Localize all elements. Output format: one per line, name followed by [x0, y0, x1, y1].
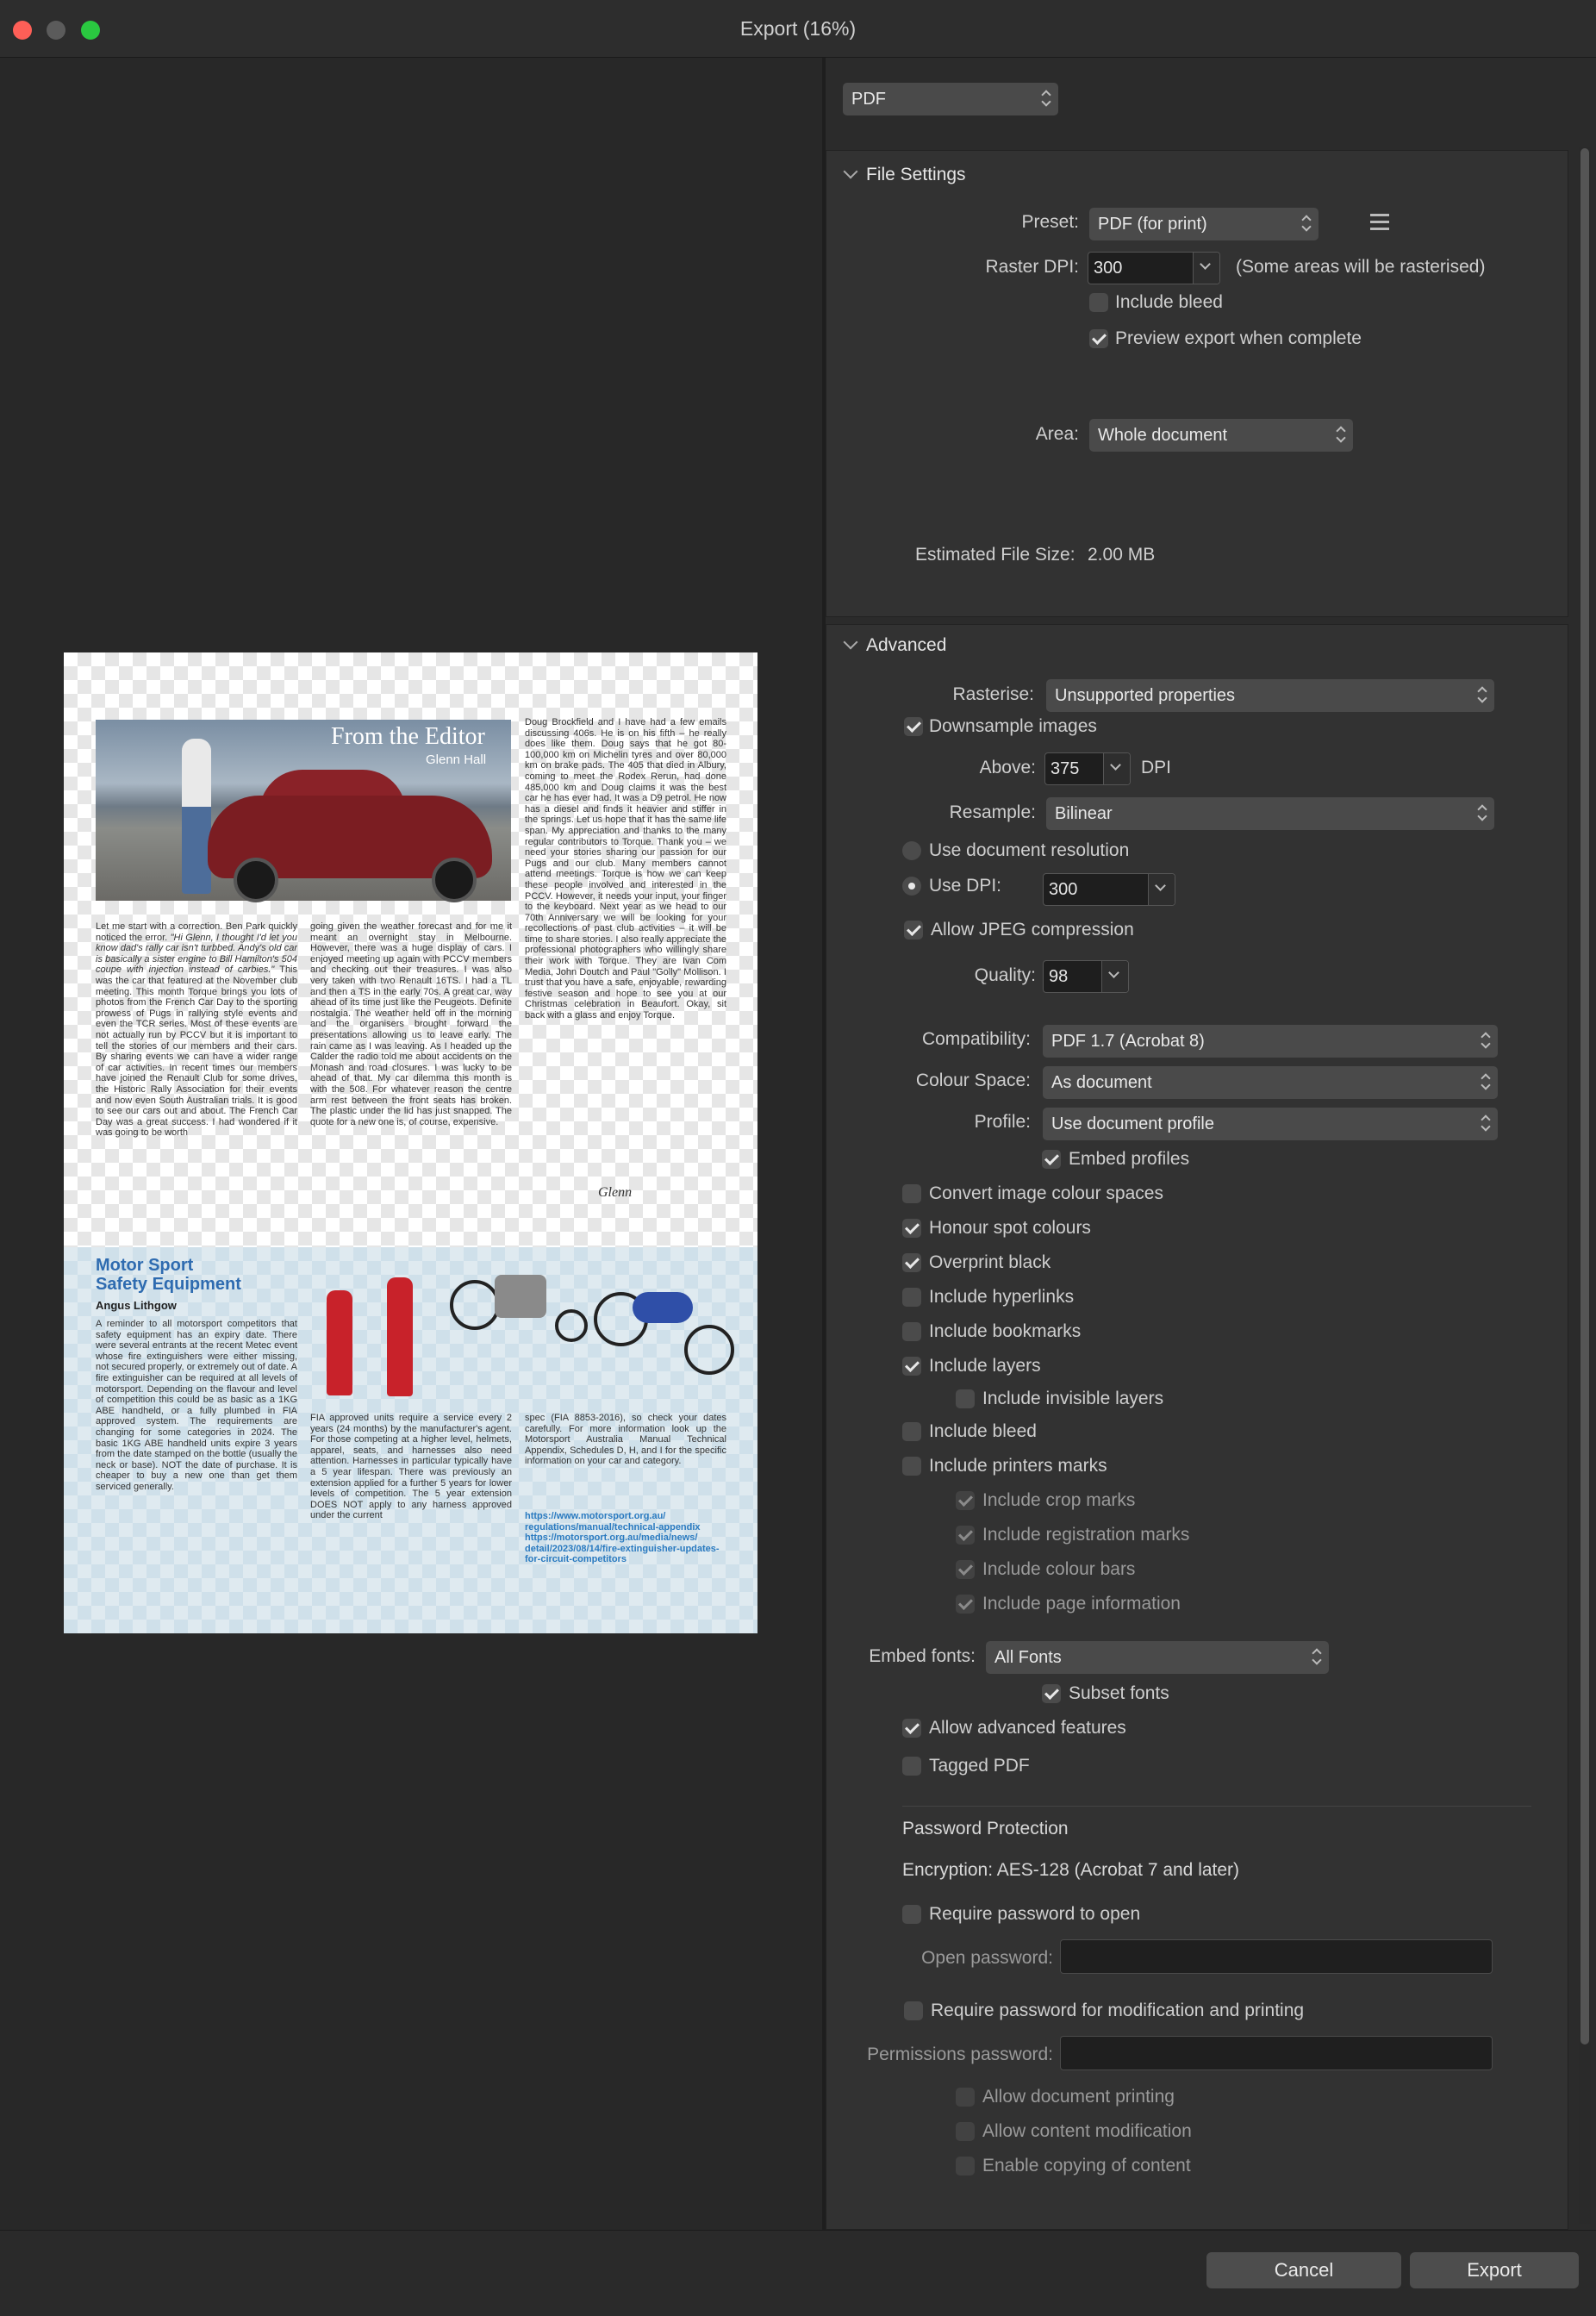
enable-copying-label: Enable copying of content: [982, 2156, 1191, 2176]
section-divider: [902, 1806, 1531, 1807]
colour-space-dropdown[interactable]: As document: [1043, 1066, 1498, 1099]
include-printers-marks-checkbox[interactable]: [902, 1457, 921, 1476]
include-bleed-checkbox[interactable]: [1089, 293, 1108, 312]
open-password-label: Open password:: [921, 1948, 1053, 1968]
allow-jpeg-label: Allow JPEG compression: [931, 920, 1134, 940]
area-dropdown[interactable]: Whole document: [1089, 419, 1353, 452]
motorsport-column-1: A reminder to all motorsport competitors that safety equipment has an expiry date. There were several entrants at the recent Metec event whose fire extinguishers were either missing, not secured properly, or extremely out of date. A fire extinguisher can be required at all levels of motorsport. Depending on the flavour and level of competition this could be as basic as a 1KG ABE handheld, or a fully plumbed in FIA approved system. The requirements are changing for some categories in 2024. The basic 1KG ABE handheld units expire 3 years from the date stamped on the bottle (usually the neck or base). NOT the date of purchase. It is cheaper to buy a new one than get them serviced generally.: [96, 1319, 297, 1492]
encryption-text: Encryption: AES-128 (Acrobat 7 and later): [902, 1860, 1240, 1880]
embed-profiles-checkbox[interactable]: [1042, 1150, 1061, 1169]
password-protection-heading: Password Protection: [902, 1819, 1069, 1838]
colour-space-label: Colour Space:: [915, 1071, 1031, 1090]
resample-label: Resample:: [949, 802, 1036, 822]
include-bleed-advanced-label: Include bleed: [929, 1421, 1037, 1441]
motorsport-links: https://www.motorsport.org.au/ regulations/manual/technical-appendix https://motorsport.org.au/media/news/ detail/2023/08/14/fire-extinguisher-updates-for-circuit-competitors: [525, 1511, 720, 1565]
use-dpi-radio[interactable]: [902, 877, 921, 896]
subset-fonts-label: Subset fonts: [1069, 1683, 1169, 1703]
signature: Glenn: [598, 1185, 633, 1200]
updown-icon: [1303, 215, 1310, 232]
file-settings-header[interactable]: File Settings: [845, 165, 966, 185]
quality-combo[interactable]: 98: [1043, 960, 1129, 993]
permissions-password-label: Permissions password:: [867, 2044, 1053, 2064]
convert-colour-checkbox[interactable]: [902, 1184, 921, 1203]
include-colour-bars-label: Include colour bars: [982, 1559, 1136, 1579]
editor-heading: From the Editor: [331, 723, 485, 750]
preset-dropdown[interactable]: PDF (for print): [1089, 208, 1319, 240]
include-bleed-advanced-checkbox[interactable]: [902, 1422, 921, 1441]
editor-column-2: going given the weather forecast and for me it meant an overnight stay in Melbourne. However, there was a huge display of cars. I enjoyed meeting up again with PCCV members and checking out their treasures. I was also very taken with two Renault 16TS. I had a TL and then a TS in the early 70s. A great car, way ahead of its time just like the Peugeots. Definite nostalgia. The weather held off in the morning and the organisers brought forward the presentations allowing us to leave early. The rain came as I was leaving. As I headed up the Calder the radio told me about accidents on the Monash and road closures. I was lucky to be ahead of that. My car dilemma this month is with the 508. For whatever reason the centre arm rest between the front seats has broken. The plastic under the lid has just snapped. The quote for a new one is, of course, expensive.: [310, 921, 512, 1127]
chevron-down-icon[interactable]: [1103, 753, 1130, 784]
motorsport-column-2: FIA approved units require a service every 2 years (24 months) by the manufacturer's agent. For those competing at a higher level, helmets, apparel, seats, and harnesses also need attention. Harnesses in particular typically have a 5 year lifespan. There was previously an extension applied for a further 5 years for lower levels of competition. The 5 year extension DOES NOT apply to any harness approved under the current: [310, 1413, 512, 1521]
man-figure: [182, 739, 211, 894]
motorsport-author: Angus Lithgow: [96, 1299, 177, 1312]
window-title: Export (16%): [739, 17, 857, 40]
compatibility-label: Compatibility:: [921, 1029, 1031, 1049]
enable-copying-checkbox[interactable]: [956, 2157, 975, 2176]
allow-jpeg-checkbox[interactable]: [904, 921, 923, 940]
resample-dropdown[interactable]: Bilinear: [1046, 797, 1494, 830]
compatibility-dropdown[interactable]: PDF 1.7 (Acrobat 8): [1043, 1025, 1498, 1058]
honour-spot-label: Honour spot colours: [929, 1218, 1091, 1238]
use-document-resolution-radio[interactable]: [902, 841, 921, 860]
advanced-header[interactable]: Advanced: [845, 635, 946, 656]
updown-icon: [1482, 1032, 1489, 1049]
above-dpi-unit: DPI: [1141, 758, 1172, 777]
embed-fonts-dropdown[interactable]: All Fonts: [986, 1641, 1329, 1674]
chevron-down-icon[interactable]: [1148, 874, 1175, 905]
preview-export-label: Preview export when complete: [1115, 328, 1362, 348]
include-registration-marks-checkbox[interactable]: [956, 1526, 975, 1545]
open-password-input[interactable]: [1060, 1939, 1493, 1974]
profile-dropdown[interactable]: Use document profile: [1043, 1108, 1498, 1140]
car-wheel: [234, 858, 278, 902]
overprint-black-label: Overprint black: [929, 1252, 1051, 1272]
updown-icon: [1337, 426, 1344, 443]
include-registration-marks-label: Include registration marks: [982, 1525, 1190, 1545]
allow-advanced-label: Allow advanced features: [929, 1718, 1126, 1738]
scrollbar-thumb[interactable]: [1580, 148, 1589, 2044]
allow-advanced-checkbox[interactable]: [902, 1719, 921, 1738]
tagged-pdf-label: Tagged PDF: [929, 1756, 1030, 1776]
use-dpi-label: Use DPI:: [929, 876, 1002, 896]
raster-dpi-label: Raster DPI:: [985, 257, 1079, 277]
preview-export-checkbox[interactable]: [1089, 329, 1108, 348]
subset-fonts-checkbox[interactable]: [1042, 1684, 1061, 1703]
downsample-label: Downsample images: [929, 716, 1097, 736]
require-password-modification-label: Require password for modification and printing: [931, 2001, 1305, 2020]
include-layers-checkbox[interactable]: [902, 1357, 921, 1376]
allow-printing-checkbox[interactable]: [956, 2088, 975, 2107]
above-label: Above:: [979, 758, 1036, 777]
include-hyperlinks-checkbox[interactable]: [902, 1288, 921, 1307]
editor-column-3: Doug Brockfield and I have had a few emails discussing 406s. He is on his fifth – he really does like them. Doug says that he got 80-100,000 km on Michelin tyres and over 80,000 km on brake pads. The 405 that died in Albury, coming to meet the Rodex Rerun, had done 485,000 km and Doug claims it was the best car he has ever had. It was a D9 petrol. He now has a diesel and finds it heavier and stiffer in the springs. Let us hope that it has the same life span. My appreciation and thanks to the many regular contributors to Torque. Thank you – we need your stories sharing our passion for our Pugs and our club. Many members cannot attend meetings. Torque is how we can keep these people involved and interested in the PCCV. However, it needs your input, your finger to the keyboard. Next year as we head to our 70th Anniversary we will be looking for your recollections of past club activities – it will be time to share stories. I also really appreciate the professional photographers who willingly share their work with Torque. They are Ivan Com Media, John Doutch and Paul "Golly" Mollison. I trust that you have a safe, enjoyable, rewarding festive season and hope to see you at our Christmas celebration in Beaufort. Okay, sit back with a glass and enjoy Torque.: [525, 717, 726, 1021]
include-layers-label: Include layers: [929, 1356, 1041, 1376]
updown-icon: [1482, 1073, 1489, 1090]
raster-note: (Some areas will be rasterised): [1236, 257, 1486, 277]
rasterise-dropdown[interactable]: Unsupported properties: [1046, 679, 1494, 712]
require-password-open-label: Require password to open: [929, 1904, 1141, 1924]
embed-fonts-label: Embed fonts:: [869, 1646, 976, 1666]
require-password-modification-checkbox[interactable]: [904, 2001, 923, 2020]
include-printers-marks-label: Include printers marks: [929, 1456, 1107, 1476]
preset-label: Preset:: [1021, 212, 1079, 232]
convert-colour-label: Convert image colour spaces: [929, 1183, 1163, 1203]
raster-dpi-combo[interactable]: 300: [1088, 252, 1220, 284]
cancel-button[interactable]: Cancel: [1206, 2252, 1401, 2288]
allow-modification-checkbox[interactable]: [956, 2122, 975, 2141]
motorsport-title: Motor Sport Safety Equipment: [96, 1256, 241, 1294]
embed-profiles-label: Embed profiles: [1069, 1149, 1190, 1169]
car-wheel: [432, 858, 477, 902]
chevron-down-icon: [844, 635, 858, 650]
include-colour-bars-checkbox[interactable]: [956, 1560, 975, 1579]
include-page-information-label: Include page information: [982, 1594, 1181, 1614]
permissions-password-input[interactable]: [1060, 2036, 1493, 2070]
allow-modification-label: Allow content modification: [982, 2121, 1192, 2141]
estimated-size-label: Estimated File Size:: [915, 545, 1075, 565]
downsample-checkbox[interactable]: [904, 717, 923, 736]
include-bleed-label: Include bleed: [1115, 292, 1223, 312]
include-invisible-layers-label: Include invisible layers: [982, 1389, 1164, 1408]
chevron-down-icon: [844, 165, 858, 179]
include-crop-marks-checkbox[interactable]: [956, 1491, 975, 1510]
editor-byline: Glenn Hall: [426, 752, 487, 767]
allow-printing-label: Allow document printing: [982, 2087, 1175, 2107]
updown-icon: [1043, 90, 1050, 107]
updown-icon: [1479, 686, 1486, 703]
include-bookmarks-label: Include bookmarks: [929, 1321, 1082, 1341]
include-bookmarks-checkbox[interactable]: [902, 1322, 921, 1341]
above-combo[interactable]: 375: [1044, 752, 1131, 785]
require-password-open-checkbox[interactable]: [902, 1905, 921, 1924]
include-invisible-layers-checkbox[interactable]: [956, 1389, 975, 1408]
honour-spot-checkbox[interactable]: [902, 1219, 921, 1238]
format-dropdown[interactable]: PDF: [843, 83, 1058, 115]
title-bar: [0, 0, 1596, 58]
rasterise-label: Rasterise:: [952, 684, 1034, 704]
document-preview: [64, 652, 757, 1633]
motorsport-column-3: spec (FIA 8853-2016), so check your dates carefully. For more information look up the Motorsport Australia Manual Technical Appendix, Schedules D, H, and I for the specific information on your car and category.: [525, 1413, 726, 1467]
export-button[interactable]: Export: [1410, 2252, 1579, 2288]
quality-label: Quality:: [974, 965, 1036, 985]
overprint-black-checkbox[interactable]: [902, 1253, 921, 1272]
estimated-size-value: 2.00 MB: [1088, 545, 1156, 565]
area-label: Area:: [1035, 424, 1079, 444]
updown-icon: [1313, 1648, 1320, 1665]
use-dpi-combo[interactable]: 300: [1043, 873, 1175, 906]
updown-icon: [1482, 1114, 1489, 1132]
preset-menu-icon[interactable]: [1370, 214, 1389, 231]
updown-icon: [1479, 804, 1486, 821]
tagged-pdf-checkbox[interactable]: [902, 1757, 921, 1776]
include-crop-marks-label: Include crop marks: [982, 1490, 1136, 1510]
use-document-resolution-label: Use document resolution: [929, 840, 1130, 860]
editor-column-1: Let me start with a correction. Ben Park quickly noticed the error. "Hi Glenn, I thought I'd let you know dad's rally car isn't turbbed. Andy's old car is basically a sister engine to Bill Hamilton's 504 coupe with injection instead of carbies." This was the car that featured at the November club meeting. This month Torque brings you lots of photos from the French Car Day to the sporting prowess of Pugs in rallying style events and even the TCR series. Most of these events are not actually run by PCCV but it is important to tell the stories of our members and their cars. By sharing events we can have a wider range of car activities. In recent times our members have joined the Renault Club for some drives, the Historic Rally Association for their events and now even South Australian trials. It is good to see our cars out and about. The French Car Day was a great success. I had wondered if it was going to be worth: [96, 921, 297, 1139]
include-hyperlinks-label: Include hyperlinks: [929, 1287, 1075, 1307]
chevron-down-icon[interactable]: [1193, 253, 1219, 284]
chevron-down-icon[interactable]: [1101, 961, 1128, 992]
include-page-information-checkbox[interactable]: [956, 1595, 975, 1614]
profile-label: Profile:: [974, 1112, 1031, 1132]
